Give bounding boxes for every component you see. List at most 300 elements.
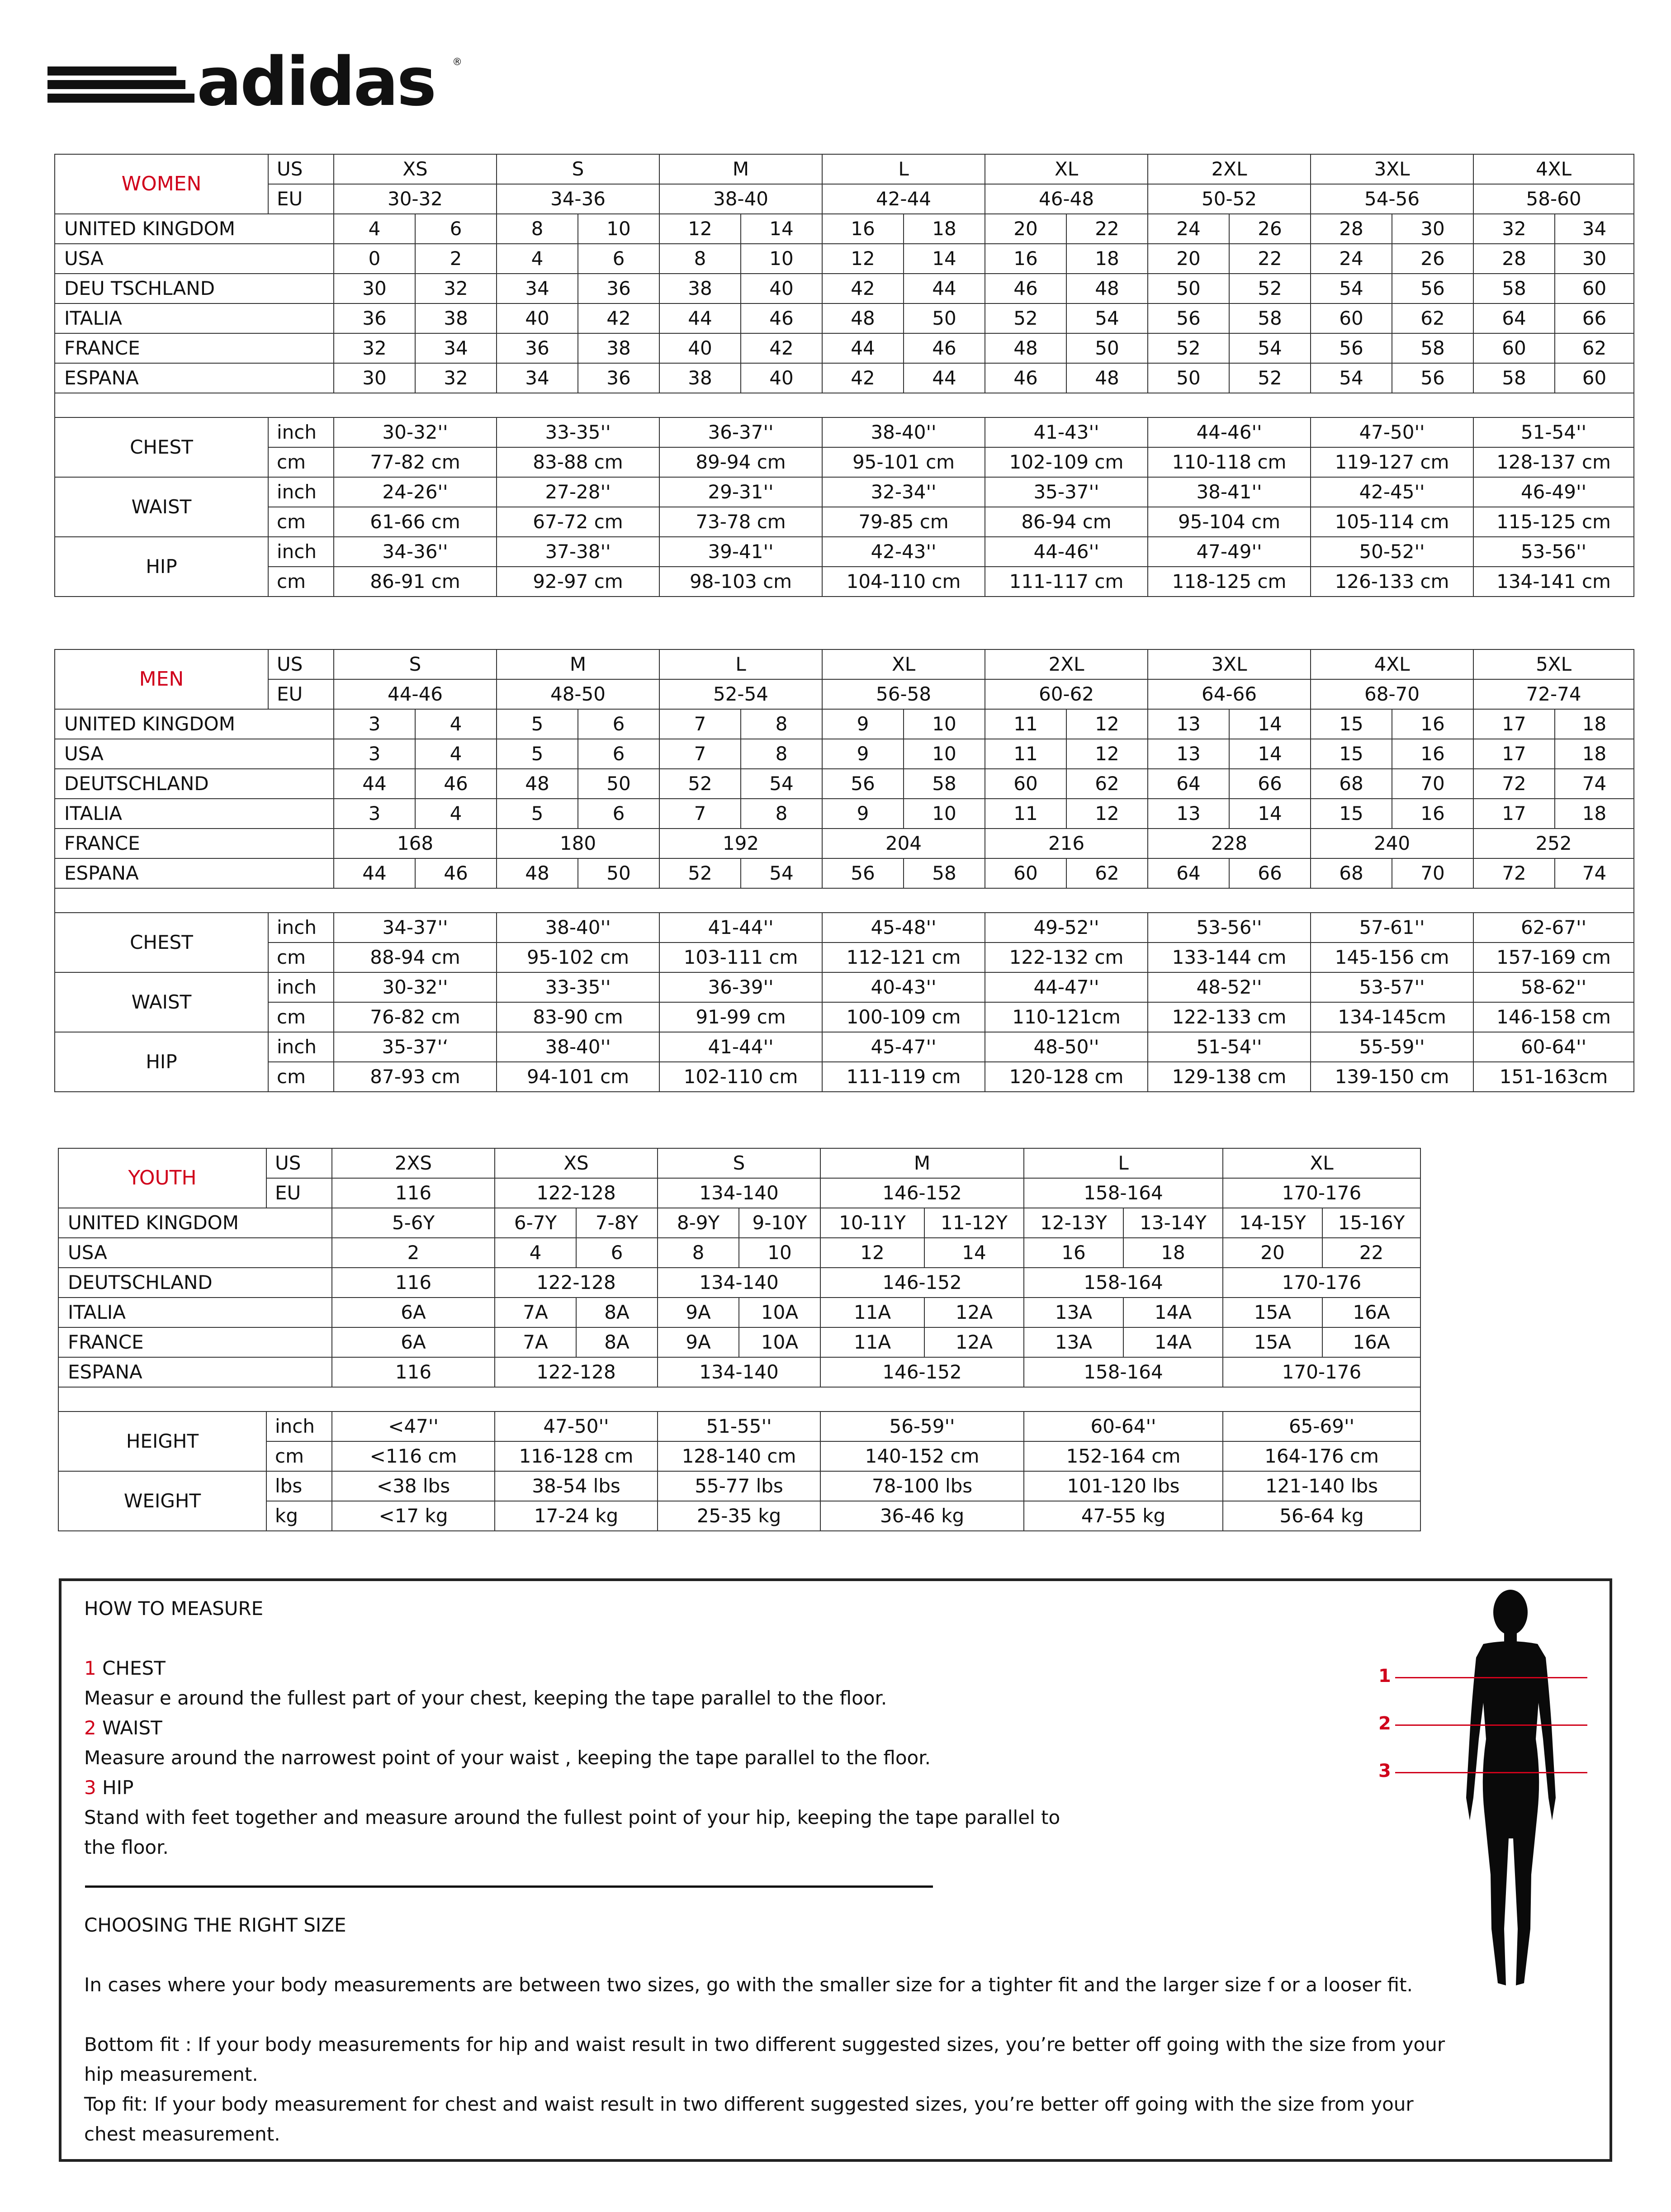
unit-label: cm xyxy=(268,943,334,972)
measure-cell: 126-133 cm xyxy=(1311,567,1473,597)
eu-size-row xyxy=(55,679,1634,709)
unit-label: inch xyxy=(268,477,334,507)
measure-cell: 134-145cm xyxy=(1311,1002,1473,1032)
eu-size-cell: 158-164 xyxy=(1024,1178,1223,1208)
chest-heading-label: CHEST xyxy=(102,1657,166,1679)
top-fit-line2: chest measurement. xyxy=(84,2123,280,2145)
measure-cell: 50-52'' xyxy=(1311,537,1473,567)
country-row xyxy=(58,1208,1420,1238)
size-cell: 22 xyxy=(1322,1238,1420,1268)
measure-cell: 37-38'' xyxy=(497,537,659,567)
size-cell: 10A xyxy=(739,1327,820,1357)
waist-line xyxy=(1395,1724,1587,1726)
size-cell: 54 xyxy=(1229,333,1311,363)
us-size-row xyxy=(55,154,1634,184)
measure-row xyxy=(58,1412,1420,1441)
size-cell: 15 xyxy=(1311,799,1392,829)
size-cell: 6 xyxy=(576,1238,658,1268)
measure-cell: 89-94 cm xyxy=(659,447,822,477)
size-cell: 60 xyxy=(1311,303,1392,333)
us-size-cell: M xyxy=(497,649,659,679)
size-cell: 14A xyxy=(1123,1327,1223,1357)
size-cell: 11-12Y xyxy=(924,1208,1024,1238)
us-size-cell: L xyxy=(822,154,985,184)
measure-cell: 115-125 cm xyxy=(1473,507,1634,537)
size-cell: 50 xyxy=(578,769,659,799)
measure-cell: 105-114 cm xyxy=(1311,507,1473,537)
measure-cell: 110-118 cm xyxy=(1148,447,1311,477)
size-cell: 16 xyxy=(985,244,1066,274)
size-cell: 8-9Y xyxy=(658,1208,739,1238)
hip-heading-label: HIP xyxy=(102,1776,134,1799)
body-silhouette-icon xyxy=(1375,1585,1587,2015)
size-cell: 58 xyxy=(1392,333,1473,363)
size-cell: 3 xyxy=(334,799,415,829)
size-cell: 32 xyxy=(415,274,497,303)
size-cell: 50 xyxy=(578,858,659,888)
size-cell: 74 xyxy=(1555,769,1634,799)
size-cell: 15A xyxy=(1223,1327,1322,1357)
size-cell: 22 xyxy=(1229,244,1311,274)
eu-size-cell: 116 xyxy=(332,1178,495,1208)
eu-label: EU xyxy=(268,679,334,709)
size-cell: 46 xyxy=(904,333,985,363)
size-cell: 32 xyxy=(415,363,497,393)
logo-stripe xyxy=(47,94,194,103)
size-cell: 7 xyxy=(659,739,741,769)
eu-size-cell: 50-52 xyxy=(1148,184,1311,214)
measure-cell: 53-56'' xyxy=(1473,537,1634,567)
size-cell: 168 xyxy=(334,829,497,858)
measure-cell: 34-37'' xyxy=(334,913,497,943)
spacer-row xyxy=(55,393,1634,417)
measure-cell: 47-50'' xyxy=(1311,417,1473,447)
size-cell: 40 xyxy=(659,333,741,363)
size-cell: 46 xyxy=(415,769,497,799)
measure-cell: 38-40'' xyxy=(822,417,985,447)
size-cell: 6 xyxy=(578,244,659,274)
measure-cm-row xyxy=(55,567,1634,597)
size-cell: 60 xyxy=(1473,333,1555,363)
country-row xyxy=(58,1357,1420,1387)
eu-size-row xyxy=(55,184,1634,214)
us-size-cell: 4XL xyxy=(1473,154,1634,184)
size-cell: 52 xyxy=(1229,274,1311,303)
measure-cell: 47-49'' xyxy=(1148,537,1311,567)
size-cell: 14 xyxy=(904,244,985,274)
size-cell: 34 xyxy=(415,333,497,363)
size-cell: 30 xyxy=(1555,244,1634,274)
size-cell: 16A xyxy=(1322,1327,1420,1357)
size-cell: 216 xyxy=(985,829,1148,858)
eu-size-cell: 44-46 xyxy=(334,679,497,709)
size-cell: 52 xyxy=(1148,333,1229,363)
size-cell: 8A xyxy=(576,1327,658,1357)
size-cell: 56 xyxy=(1392,274,1473,303)
measure-cell: 45-47'' xyxy=(822,1032,985,1062)
size-cell: 44 xyxy=(334,858,415,888)
unit-label: cm xyxy=(268,1062,334,1092)
measure-cell: 140-152 cm xyxy=(820,1441,1024,1471)
country-row xyxy=(55,333,1634,363)
country-row xyxy=(55,769,1634,799)
size-cell: 30 xyxy=(334,274,415,303)
eu-size-cell: 170-176 xyxy=(1223,1178,1420,1208)
size-cell: 52 xyxy=(985,303,1066,333)
measure-cell: 95-104 cm xyxy=(1148,507,1311,537)
size-cell: 36 xyxy=(578,363,659,393)
measure-cm-row xyxy=(55,1002,1634,1032)
marker-1: 1 xyxy=(1378,1666,1391,1686)
measure-cell: 103-111 cm xyxy=(659,943,822,972)
size-cell: 9A xyxy=(658,1327,739,1357)
size-cell: 12 xyxy=(822,244,904,274)
group-title: YOUTH xyxy=(58,1148,266,1208)
unit-label: inch xyxy=(268,417,334,447)
measure-name: CHEST xyxy=(55,417,268,477)
chest-number: 1 xyxy=(84,1657,96,1679)
unit-label: cm xyxy=(266,1441,332,1471)
size-cell: 10-11Y xyxy=(820,1208,924,1238)
measure-cell: 45-48'' xyxy=(822,913,985,943)
us-size-row xyxy=(55,649,1634,679)
size-cell: 10 xyxy=(904,709,985,739)
size-cell: 13-14Y xyxy=(1123,1208,1223,1238)
size-cell: 10 xyxy=(904,799,985,829)
size-cell: 40 xyxy=(741,274,822,303)
size-cell: 38 xyxy=(659,363,741,393)
size-cell: 40 xyxy=(741,363,822,393)
size-cell: 54 xyxy=(1066,303,1148,333)
country-name: DEUTSCHLAND xyxy=(58,1268,332,1298)
country-name: FRANCE xyxy=(58,1327,332,1357)
size-cell: 60 xyxy=(985,769,1066,799)
unit-label: inch xyxy=(268,537,334,567)
size-cell: 56 xyxy=(822,858,904,888)
measure-cell: 60-64'' xyxy=(1024,1412,1223,1441)
us-size-cell: 5XL xyxy=(1473,649,1634,679)
size-cell: 38 xyxy=(659,274,741,303)
size-cell: 34 xyxy=(497,363,578,393)
size-cell: 12-13Y xyxy=(1024,1208,1123,1238)
size-cell: 42 xyxy=(741,333,822,363)
measure-cell: 102-110 cm xyxy=(659,1062,822,1092)
size-cell: 24 xyxy=(1311,244,1392,274)
us-label: US xyxy=(268,154,334,184)
measure-cell: <38 lbs xyxy=(332,1471,495,1501)
country-name: ITALIA xyxy=(58,1298,332,1327)
choosing-size-text: In cases where your body measurements are between two sizes, go with the smaller size for a tighter fit and the larger size f or a looser fit. xyxy=(84,1974,1413,1996)
measure-cell: 48-52'' xyxy=(1148,972,1311,1002)
size-cell: 66 xyxy=(1229,769,1311,799)
us-size-cell: 3XL xyxy=(1148,649,1311,679)
measure-cm-row xyxy=(55,507,1634,537)
size-cell: 3 xyxy=(334,709,415,739)
size-cell: 134-140 xyxy=(658,1268,820,1298)
size-cell: 18 xyxy=(1066,244,1148,274)
measure-cell: 152-164 cm xyxy=(1024,1441,1223,1471)
measure-cell: 121-140 lbs xyxy=(1223,1471,1420,1501)
measure-name: HEIGHT xyxy=(58,1412,266,1471)
size-cell: 58 xyxy=(1473,363,1555,393)
measure-cell: 36-39'' xyxy=(659,972,822,1002)
measure-cell: 79-85 cm xyxy=(822,507,985,537)
measure-cell: 29-31'' xyxy=(659,477,822,507)
unit-label: cm xyxy=(268,567,334,597)
eu-size-cell: 38-40 xyxy=(659,184,822,214)
eu-label: EU xyxy=(266,1178,332,1208)
logo-stripe xyxy=(47,66,176,76)
eu-size-cell: 72-74 xyxy=(1473,679,1634,709)
size-cell: 9-10Y xyxy=(739,1208,820,1238)
eu-size-cell: 42-44 xyxy=(822,184,985,214)
country-name: FRANCE xyxy=(55,829,334,858)
us-size-cell: S xyxy=(497,154,659,184)
eu-size-cell: 64-66 xyxy=(1148,679,1311,709)
hip-instructions-line1: Stand with feet together and measure around the fullest point of your hip, keeping the tape parallel to xyxy=(84,1806,1060,1828)
country-row xyxy=(58,1268,1420,1298)
country-name: USA xyxy=(55,739,334,769)
size-cell: 7 xyxy=(659,799,741,829)
size-cell: 12A xyxy=(924,1327,1024,1357)
body-silhouette-figure xyxy=(1375,1585,1587,2015)
size-cell: 2 xyxy=(332,1238,495,1268)
eu-size-cell: 134-140 xyxy=(658,1178,820,1208)
measure-cell: 30-32'' xyxy=(334,417,497,447)
country-row xyxy=(55,709,1634,739)
size-cell: 13 xyxy=(1148,709,1229,739)
measure-cell: 120-128 cm xyxy=(985,1062,1148,1092)
measure-name: WAIST xyxy=(55,477,268,537)
size-cell: 64 xyxy=(1148,858,1229,888)
size-cell: 48 xyxy=(497,858,578,888)
size-cell: 10 xyxy=(741,244,822,274)
size-cell: 14A xyxy=(1123,1298,1223,1327)
size-cell: 66 xyxy=(1229,858,1311,888)
size-cell: 16 xyxy=(1024,1238,1123,1268)
measure-cell: 95-102 cm xyxy=(497,943,659,972)
size-cell: 13A xyxy=(1024,1327,1123,1357)
eu-size-cell: 46-48 xyxy=(985,184,1148,214)
size-cell: 52 xyxy=(659,858,741,888)
country-name: ESPANA xyxy=(55,363,334,393)
country-name: ESPANA xyxy=(58,1357,332,1387)
eu-size-cell: 52-54 xyxy=(659,679,822,709)
us-label: US xyxy=(266,1148,332,1178)
country-row xyxy=(55,244,1634,274)
size-cell: 17 xyxy=(1473,799,1555,829)
eu-size-cell: 56-58 xyxy=(822,679,985,709)
size-cell: 15 xyxy=(1311,709,1392,739)
us-size-cell: 4XL xyxy=(1311,649,1473,679)
measure-cell: 53-56'' xyxy=(1148,913,1311,943)
size-cell: 158-164 xyxy=(1024,1357,1223,1387)
measure-cell: 56-64 kg xyxy=(1223,1501,1420,1531)
size-cell: 11 xyxy=(985,739,1066,769)
size-cell: 66 xyxy=(1555,303,1634,333)
measure-cell: 48-50'' xyxy=(985,1032,1148,1062)
size-cell: 36 xyxy=(497,333,578,363)
measure-cell: 36-46 kg xyxy=(820,1501,1024,1531)
measure-cell: 86-91 cm xyxy=(334,567,497,597)
measure-inch-row xyxy=(55,1032,1634,1062)
size-cell: 44 xyxy=(904,274,985,303)
measure-cell: 42-43'' xyxy=(822,537,985,567)
size-cell: 46 xyxy=(415,858,497,888)
spacer-row xyxy=(55,888,1634,913)
measure-cell: 145-156 cm xyxy=(1311,943,1473,972)
size-cell: 4 xyxy=(334,214,415,244)
hip-instructions-line2: the floor. xyxy=(84,1836,169,1858)
size-cell: 28 xyxy=(1311,214,1392,244)
measure-cm-row xyxy=(55,943,1634,972)
size-cell: 15 xyxy=(1311,739,1392,769)
size-cell: 62 xyxy=(1392,303,1473,333)
measure-cell: 51-54'' xyxy=(1148,1032,1311,1062)
measure-inch-row xyxy=(55,477,1634,507)
measure-cell: 55-59'' xyxy=(1311,1032,1473,1062)
measure-cell: 39-41'' xyxy=(659,537,822,567)
country-row xyxy=(55,858,1634,888)
size-cell: 56 xyxy=(1148,303,1229,333)
measure-row xyxy=(58,1471,1420,1501)
unit-label: inch xyxy=(266,1412,332,1441)
size-cell: 12A xyxy=(924,1298,1024,1327)
measure-cell: 92-97 cm xyxy=(497,567,659,597)
measure-cell: 60-64'' xyxy=(1473,1032,1634,1062)
measure-cell: 87-93 cm xyxy=(334,1062,497,1092)
size-cell: 24 xyxy=(1148,214,1229,244)
size-cell: 48 xyxy=(1066,363,1148,393)
size-cell: 58 xyxy=(1229,303,1311,333)
us-size-cell: M xyxy=(820,1148,1024,1178)
country-name: ITALIA xyxy=(55,303,334,333)
measure-cm-row xyxy=(55,447,1634,477)
measure-cell: 38-40'' xyxy=(497,913,659,943)
measure-cell: 57-61'' xyxy=(1311,913,1473,943)
measure-cell: 38-54 lbs xyxy=(495,1471,658,1501)
size-cell: 44 xyxy=(822,333,904,363)
eu-size-cell: 48-50 xyxy=(497,679,659,709)
size-cell: 52 xyxy=(659,769,741,799)
us-size-cell: 3XL xyxy=(1311,154,1473,184)
measure-cell: 33-35'' xyxy=(497,417,659,447)
measure-cell: 95-101 cm xyxy=(822,447,985,477)
size-cell: 60 xyxy=(1555,363,1634,393)
size-cell: 40 xyxy=(497,303,578,333)
size-cell: 20 xyxy=(985,214,1066,244)
size-cell: 68 xyxy=(1311,769,1392,799)
size-cell: 58 xyxy=(1473,274,1555,303)
youth-size-table xyxy=(58,1148,1421,1531)
measure-cell: 32-34'' xyxy=(822,477,985,507)
country-row xyxy=(55,274,1634,303)
measure-cell: 55-77 lbs xyxy=(658,1471,820,1501)
measure-cell: 38-40'' xyxy=(497,1032,659,1062)
size-cell: 46 xyxy=(985,274,1066,303)
size-cell: 6 xyxy=(578,739,659,769)
size-cell: 68 xyxy=(1311,858,1392,888)
unit-label: kg xyxy=(266,1501,332,1531)
country-row xyxy=(55,214,1634,244)
size-cell: 13A xyxy=(1024,1298,1123,1327)
size-cell: 8A xyxy=(576,1298,658,1327)
size-cell: 5-6Y xyxy=(332,1208,495,1238)
country-name: ITALIA xyxy=(55,799,334,829)
measure-cell: 34-36'' xyxy=(334,537,497,567)
size-cell: 7A xyxy=(495,1327,576,1357)
size-cell: 14 xyxy=(1229,739,1311,769)
us-size-row xyxy=(58,1148,1420,1178)
spacer-cell xyxy=(55,393,1634,417)
measure-cell: 102-109 cm xyxy=(985,447,1148,477)
measure-cell: 122-132 cm xyxy=(985,943,1148,972)
measure-cell: 101-120 lbs xyxy=(1024,1471,1223,1501)
size-cell: 6A xyxy=(332,1327,495,1357)
measure-cell: 44-46'' xyxy=(985,537,1148,567)
group-title: WOMEN xyxy=(55,154,268,214)
size-cell: 16 xyxy=(1392,739,1473,769)
measure-cell: 24-26'' xyxy=(334,477,497,507)
measure-inch-row xyxy=(55,417,1634,447)
spacer-cell xyxy=(58,1387,1420,1412)
size-cell: 62 xyxy=(1066,769,1148,799)
size-cell: 72 xyxy=(1473,858,1555,888)
size-cell: 42 xyxy=(822,363,904,393)
country-name: DEUTSCHLAND xyxy=(55,769,334,799)
size-cell: 116 xyxy=(332,1357,495,1387)
measure-cell: 47-50'' xyxy=(495,1412,658,1441)
measure-cell: <116 cm xyxy=(332,1441,495,1471)
us-size-cell: M xyxy=(659,154,822,184)
chest-heading xyxy=(84,1659,166,1678)
hip-heading xyxy=(84,1778,133,1797)
size-cell: 62 xyxy=(1066,858,1148,888)
size-cell: 18 xyxy=(1555,799,1634,829)
measure-cell: <47'' xyxy=(332,1412,495,1441)
size-cell: 32 xyxy=(334,333,415,363)
measure-cell: 133-144 cm xyxy=(1148,943,1311,972)
eu-size-cell: 54-56 xyxy=(1311,184,1473,214)
unit-label: cm xyxy=(268,447,334,477)
size-cell: 58 xyxy=(904,858,985,888)
eu-size-cell: 122-128 xyxy=(495,1178,658,1208)
size-cell: 64 xyxy=(1148,769,1229,799)
size-cell: 14 xyxy=(1229,709,1311,739)
size-cell: 56 xyxy=(822,769,904,799)
size-cell: 74 xyxy=(1555,858,1634,888)
us-size-cell: S xyxy=(658,1148,820,1178)
size-cell: 46 xyxy=(741,303,822,333)
measure-cell: 56-59'' xyxy=(820,1412,1024,1441)
size-cell: 170-176 xyxy=(1223,1268,1420,1298)
size-cell: 9A xyxy=(658,1298,739,1327)
eu-label: EU xyxy=(268,184,334,214)
country-name: USA xyxy=(58,1238,332,1268)
country-row xyxy=(58,1327,1420,1357)
logo-registered-mark: ® xyxy=(452,57,462,68)
size-cell: 4 xyxy=(495,1238,576,1268)
size-cell: 11 xyxy=(985,709,1066,739)
size-cell: 26 xyxy=(1229,214,1311,244)
eu-size-cell: 146-152 xyxy=(820,1178,1024,1208)
size-cell: 228 xyxy=(1148,829,1311,858)
unit-label: cm xyxy=(268,1002,334,1032)
measure-cell: 129-138 cm xyxy=(1148,1062,1311,1092)
size-cell: 50 xyxy=(904,303,985,333)
size-cell: 48 xyxy=(497,769,578,799)
size-cell: 54 xyxy=(741,769,822,799)
